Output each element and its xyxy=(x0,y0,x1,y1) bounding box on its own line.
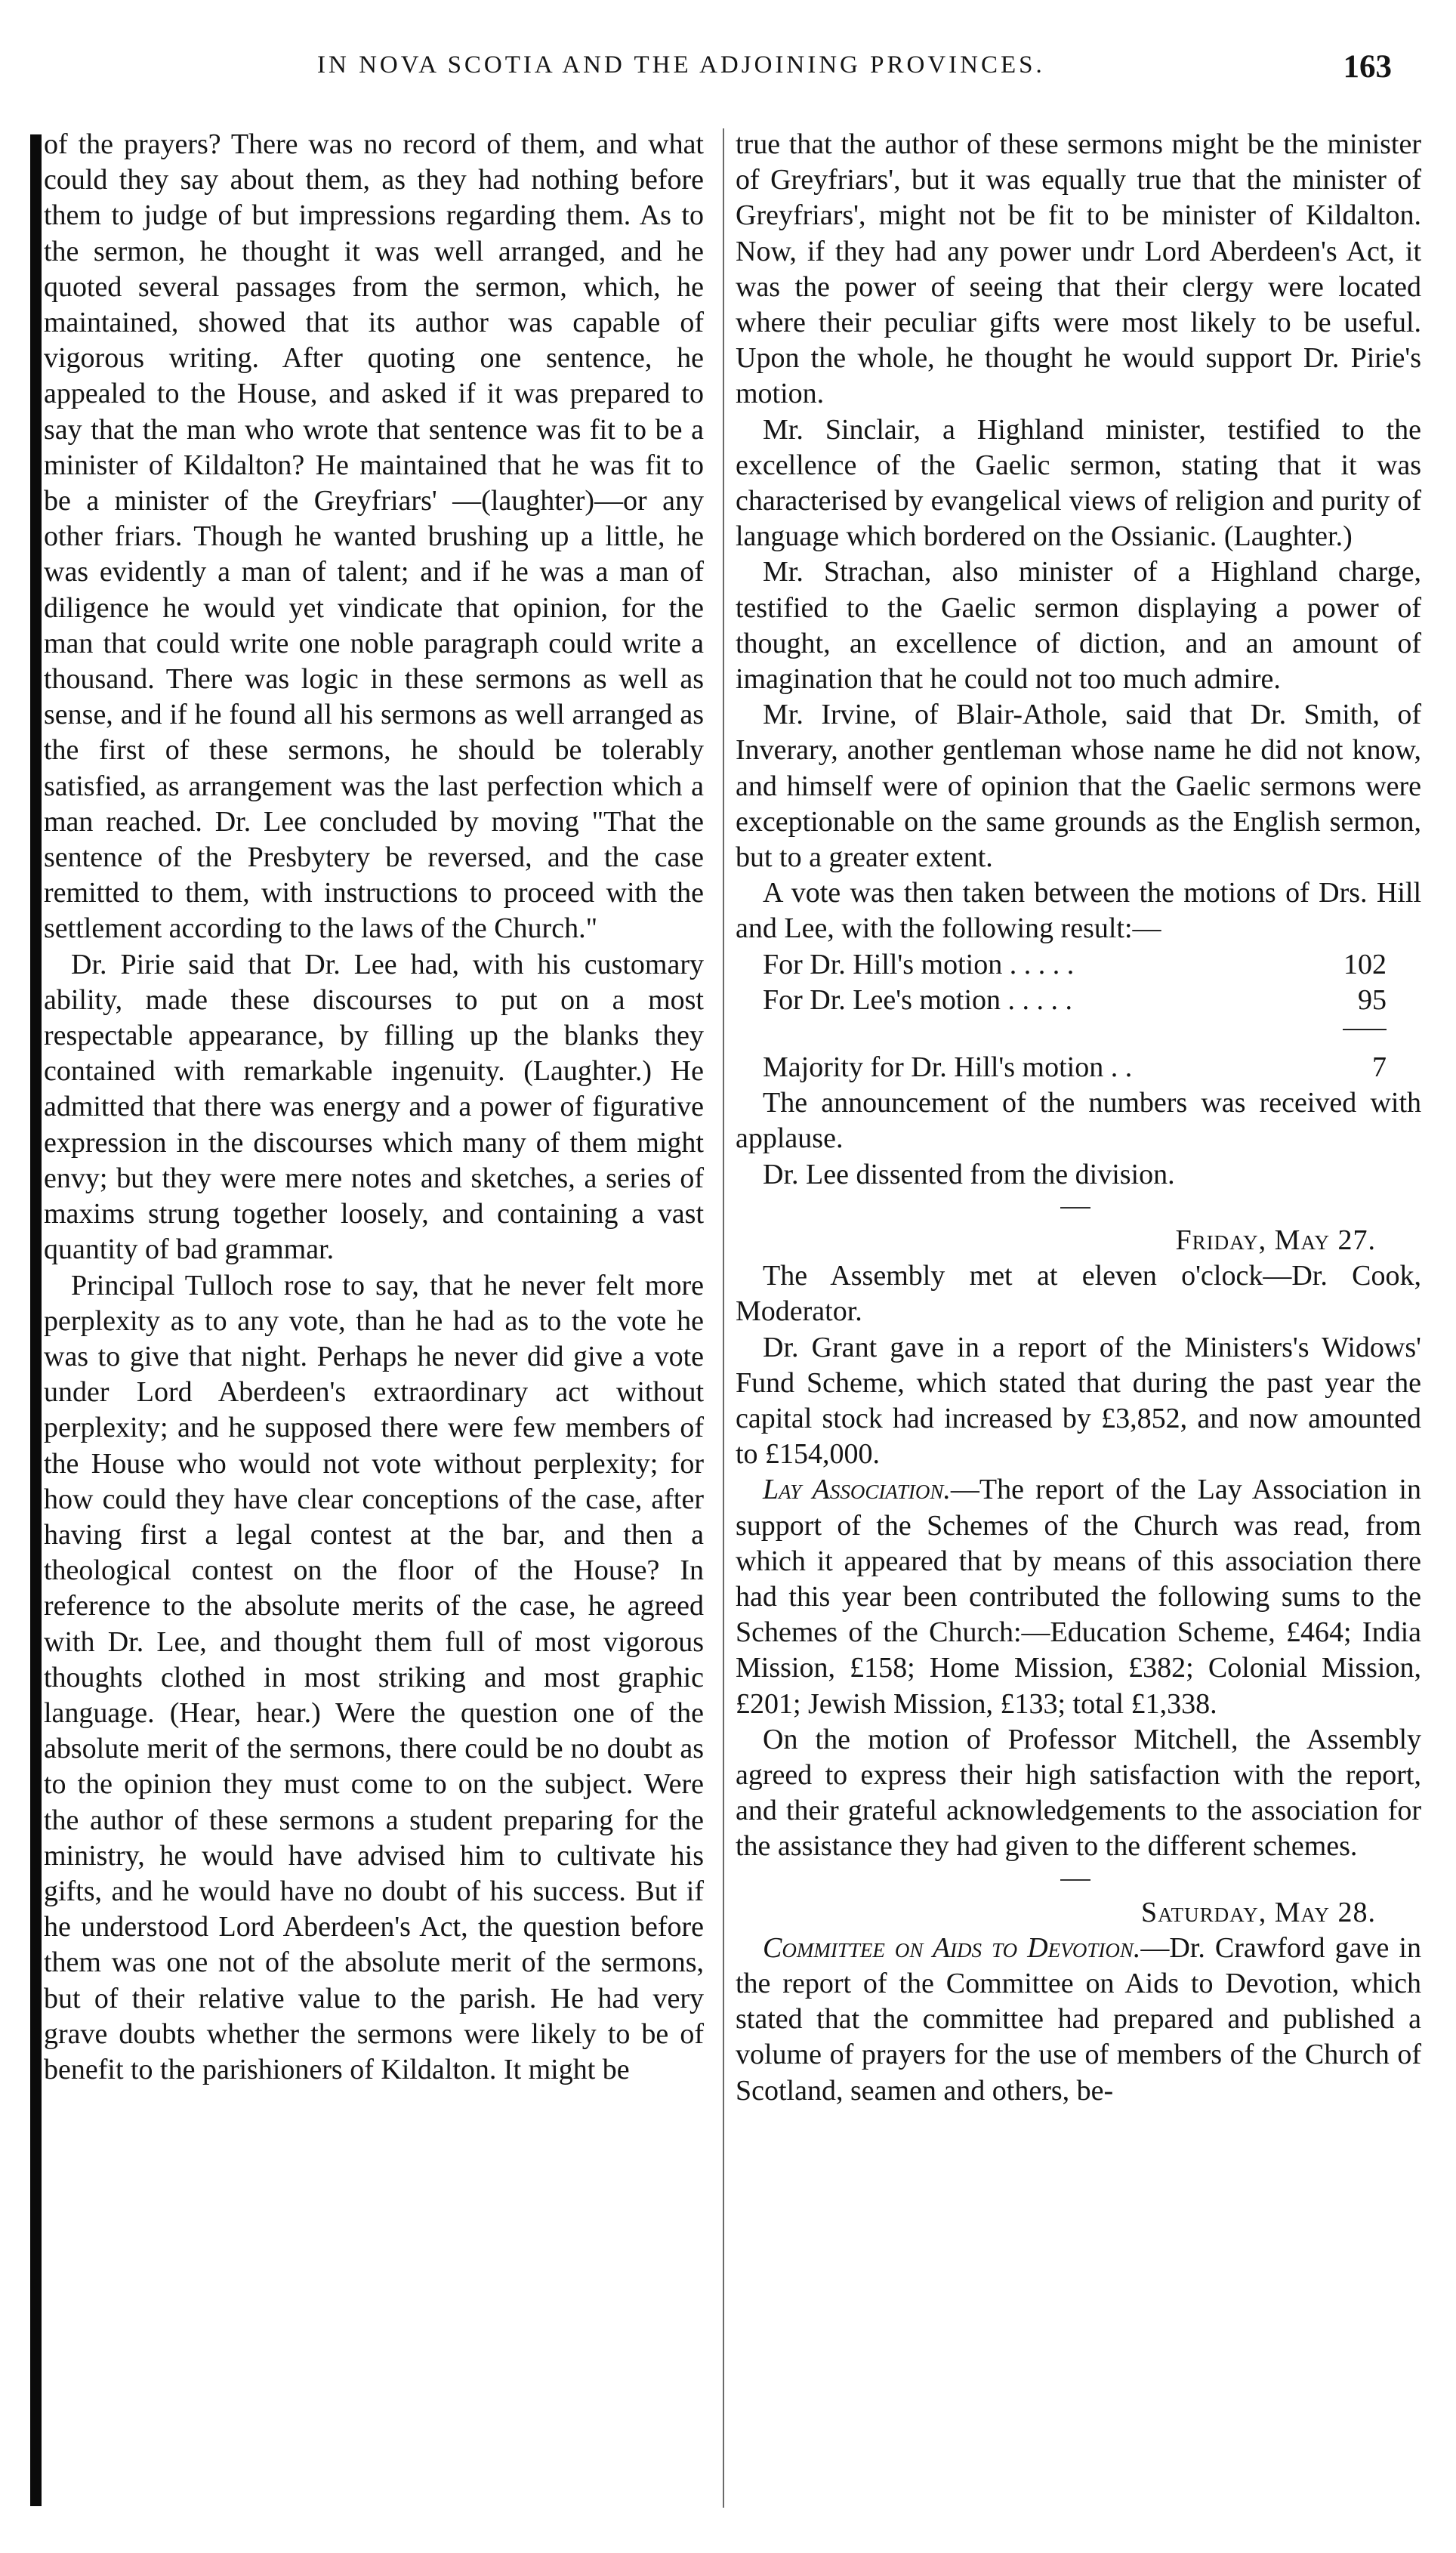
paragraph-mitchell: On the motion of Professor Mitchell, the Assembly agreed to express their high satisfaction with the report, and their grateful acknowledgements to the association for the assistance they had given to the different schemes. xyxy=(736,1723,1421,1863)
vote-label: For Dr. Hill's motion . . . . . xyxy=(763,948,1075,980)
vote-row xyxy=(736,947,1421,983)
majority-row xyxy=(736,1050,1421,1085)
paragraph-vote: A vote was then taken between the motions of Drs. Hill and Lee, with the following result:— xyxy=(736,877,1421,945)
vote-label: For Dr. Lee's motion . . . . . xyxy=(763,983,1073,1016)
paragraph-sinclair: Mr. Sinclair, a Highland minister, testified to the excellence of the Gaelic sermon, stating that it was characterised by evangelical views of religion and purity of language which bordered on the Ossianic. (Laughter.) xyxy=(736,413,1421,553)
left-column xyxy=(44,127,704,2088)
paragraph-assembly-met: The Assembly met at eleven o'clock—Dr. Cook, Moderator. xyxy=(736,1260,1421,1328)
vote-row xyxy=(736,983,1421,1018)
date-heading-saturday: Saturday, May 28. xyxy=(1141,1896,1376,1928)
committee-text: —Dr. Crawford gave in the report of the Committee on Aids to Devotion, which stated that the committee had prepared and published a volume of prayers for the use of members of the Church of Scotland, seamen and others, be- xyxy=(736,1931,1421,2107)
lay-association-text: —The report of the Lay Association in support of the Schemes of the Church was read, from which it appeared that by means of this association there had this year been contributed the following sums to the Schemes of the Church:—Education Scheme, £464; India Mission, £158; Home Mission, £382; Colonial Mission, £201; Jewish Mission, £133; total £1,338. xyxy=(736,1474,1421,1720)
majority-count: 7 xyxy=(1372,1051,1387,1084)
paragraph-irvine: Mr. Irvine, of Blair-Athole, said that Dr. Smith, of Inverary, another gentleman whose name he did not know, and himself were of opinion that the Gaelic sermons were exceptionable on the same grounds as the English sermon, but to a greater extent. xyxy=(736,699,1421,874)
vote-table xyxy=(736,947,1421,1086)
right-column xyxy=(736,127,1421,2109)
vote-count: 102 xyxy=(1343,948,1387,980)
page-number: 163 xyxy=(1343,49,1392,85)
paragraph-announcement: The announcement of the numbers was received with applause. xyxy=(736,1087,1421,1155)
binding-shadow xyxy=(30,134,42,2506)
paragraph-dissent: Dr. Lee dissented from the division. xyxy=(763,1158,1175,1190)
subheading-lay-association: Lay Association. xyxy=(763,1474,951,1506)
paragraph-lay-association xyxy=(736,1472,1421,1721)
section-separator xyxy=(736,1195,1421,1221)
paragraph-tulloch: Principal Tulloch rose to say, that he never felt more perplexity as to any vote, than he had as to the vote he was to give that night. Perhaps he never did give a vote under Lord Aberdeen's extraordinary act without perplexity; and he supposed there were few members of the House who would not vote without perplexity; for how could they have clear conceptions of the case, after having first a legal contest at the bar, and then a theological contest on the floor of the House? In reference to the absolute merits of the case, he agreed with Dr. Lee, and thought them full of most vigorous thoughts clothed in most striking and most graphic language. (Hear, hear.) Were the question one of the absolute merit of the sermons, there could be no doubt as to the opinion they must come to on the subject. Were the author of these sermons a student preparing for the ministry, he would have advised him to cultivate his gifts, and he would have no doubt of his success. But if he understood Lord Aberdeen's Act, the question before them was one not of the absolute merit of the sermons, but of their relative value to the parish. He had very grave doubts whether the sermons were likely to be of benefit to the parishioners of Kildalton. It might be xyxy=(44,1269,704,2085)
paragraph-tulloch-cont: true that the author of these sermons might be the minister of Greyfriars', but it was equally true that the minister of Greyfriars', might not be fit to be minister of Kildalton. Now, if they had any power undr Lord Aberdeen's Act, it was the power of seeing that their clergy were located where their peculiar gifts were most likely to be useful. Upon the whole, he thought he would support Dr. Pirie's motion. xyxy=(736,128,1421,410)
paragraph-pirie: Dr. Pirie said that Dr. Lee had, with his customary ability, made these discourses to put on a most respectable appearance, by filling up the blanks they contained with remarkable ingenuity. (Laughter.) He admitted that there was energy and a power of figurative expression in the discourses which many of them might envy; but they were mere notes and sketches, a series of maxims strung together loosely, and containing a vast quantity of bad grammar. xyxy=(44,948,704,1266)
vote-sum-rule xyxy=(1343,1029,1387,1030)
subheading-committee: Committee on Aids to Devotion. xyxy=(763,1931,1141,1964)
paragraph-lee-speech-end: of the prayers? There was no record of them, and what could they say about them, as they had nothing before them to judge of but impressions regarding them. As to the sermon, he thought it was well arranged, and he quoted several passages from the sermon, which, he maintained, showed that its author was capable of vigorous writing. After quoting one sentence, he appealed to the House, and asked if it was prepared to say that the man who wrote that sentence was fit to be a minister of Kildalton? He maintained that he was fit to be a minister of the Greyfriars' —(laughter)—or any other friars. Though he wanted brushing up a little, he was evidently a man of talent; and if he was a man of diligence he would yet vindicate that opinion, for the man that could write one noble paragraph could write a thousand. There was logic in these sermons as well as sense, and if he found all his sermons as well arranged as the first of these sermons, he should be tolerably satisfied, as arrangement was the last perfection which a man reached. Dr. Lee concluded by moving "That the sentence of the Presbytery be reversed, and the case remitted to them, with instructions to proceed with the settlement according to the laws of the Church." xyxy=(44,128,704,945)
date-heading-friday: Friday, May 27. xyxy=(1175,1224,1376,1256)
column-divider xyxy=(723,128,724,2508)
running-title: IN NOVA SCOTIA AND THE ADJOINING PROVINCES. xyxy=(317,51,1045,79)
section-separator xyxy=(736,1867,1421,1893)
paragraph-strachan: Mr. Strachan, also minister of a Highland charge, testified to the Gaelic sermon displaying a power of thought, an excellence of diction, and an amount of imagination that he could not too much admire. xyxy=(736,556,1421,696)
paragraph-widows-fund: Dr. Grant gave in a report of the Ministers's Widows' Fund Scheme, which stated that during the past year the capital stock had increased by £3,852, and now amounted to £154,000. xyxy=(736,1331,1421,1471)
majority-label: Majority for Dr. Hill's motion . . xyxy=(763,1051,1133,1084)
vote-count: 95 xyxy=(1358,983,1387,1016)
paragraph-committee xyxy=(736,1931,1421,2109)
page-header xyxy=(30,51,1426,100)
